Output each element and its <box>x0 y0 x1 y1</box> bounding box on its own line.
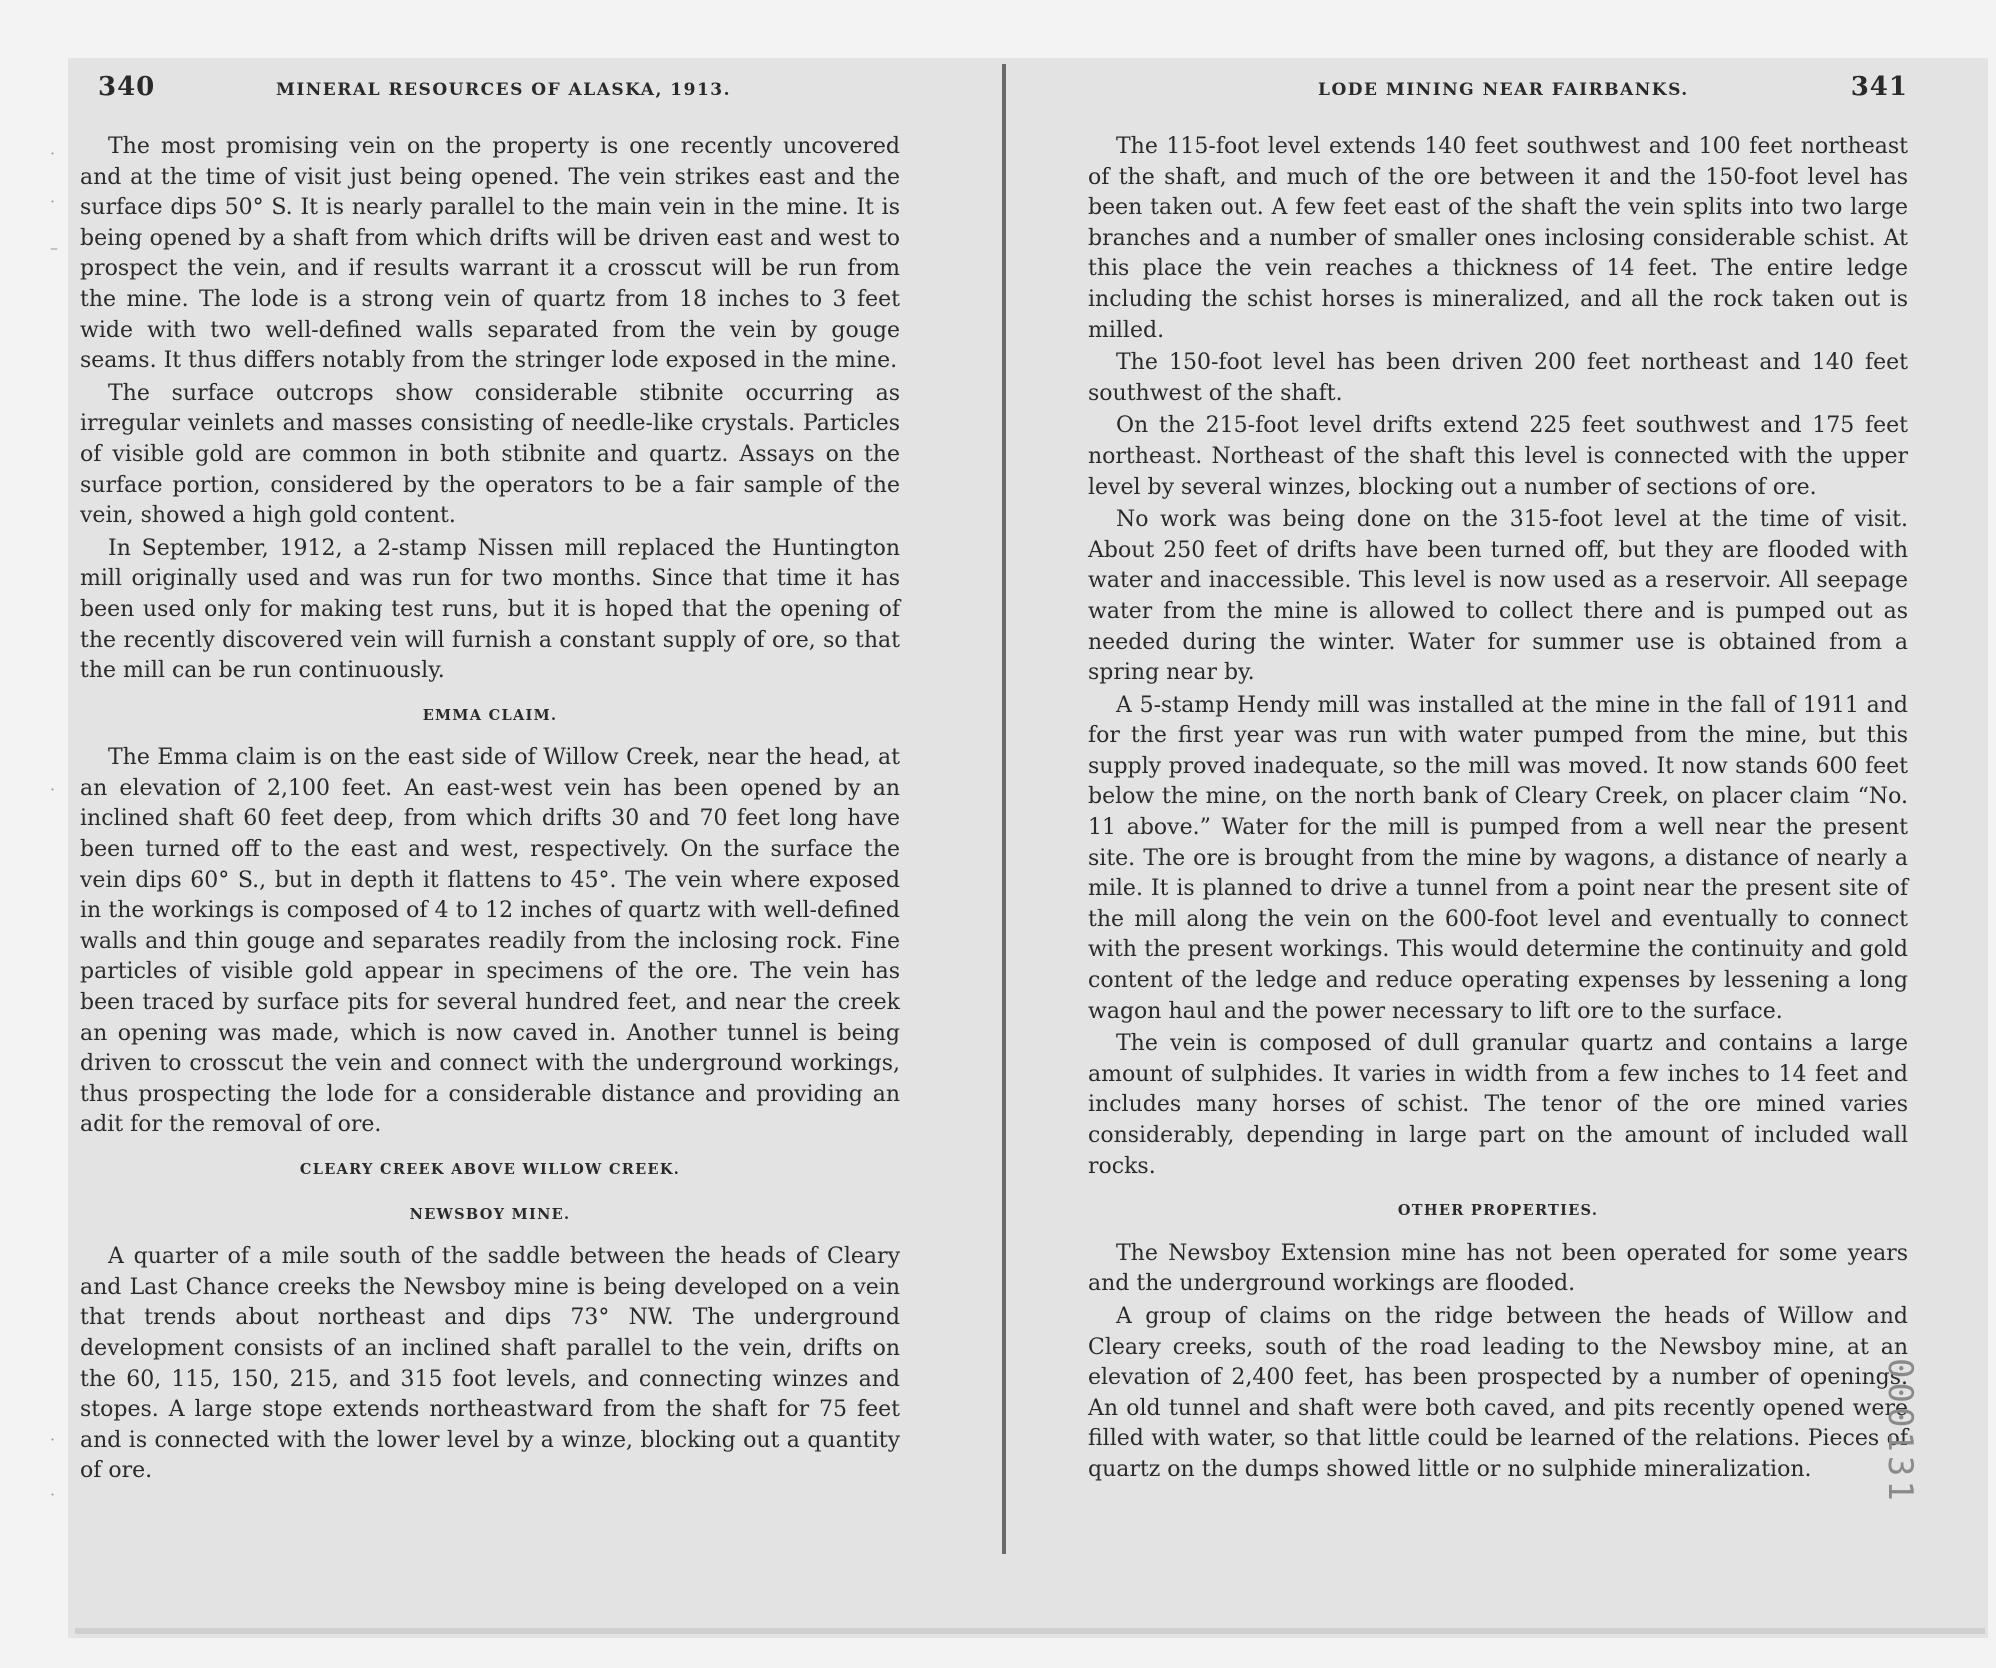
running-head <box>80 72 900 112</box>
margin-stamp: 000131 <box>1880 1358 1920 1505</box>
margin-speck: · <box>50 192 56 211</box>
paragraph: In September, 1912, a 2-stamp Nissen mill replaced the Huntington mill originally used and was run for two months. Since that time it has been used only for making test runs, but it is hoped that the opening of the recently discovered vein will furnish a constant supply of ore, so that the mill can be run continuously. <box>80 535 900 684</box>
paragraph: A group of claims on the ridge between the heads of Willow and Cleary creeks, south of the road leading to the Newsboy mine, at an elevation of 2,400 feet, has been prospected by a number of openings. An old tunnel and shaft were both caved, and pits recently opened were filled with water, so that little could be learned of the relations. Pieces of quartz on the dumps showed little or no sulphide mineralization. <box>1088 1303 1908 1482</box>
paragraph: The surface outcrops show considerable stibnite occurring as irregular veinlets and masses consisting of needle-like crystals. Particles of visible gold are common in both stibnite and quartz. Assays on the surface portion, considered by the operators to be a fair sample of the vein, showed a high gold content. <box>80 380 900 529</box>
margin-speck: · <box>50 144 56 163</box>
section-heading: NEWSBOY MINE. <box>409 1205 571 1223</box>
paragraph: The most promising vein on the property is one recently uncovered and at the time of visit just being opened. The vein strikes east and the surface dips 50° S. It is nearly parallel to the main vein in the mine. It is being opened by a shaft from which drifts will be driven east and west to prospect the vein, and if results warrant it a crosscut will be run from the mine. The lode is a strong vein of quartz from 18 inches to 3 feet wide with two well-defined walls separated from the vein by gouge seams. It thus differs notably from the stringer lode exposed in the mine. <box>80 134 900 374</box>
page-number: 340 <box>98 72 156 102</box>
margin-speck: · <box>50 780 56 799</box>
paragraph: A quarter of a mile south of the saddle between the heads of Cleary and Last Chance creeks the Newsboy mine is being developed on a vein that trends about northeast and dips 73° NW. The underground development consists of an inclined shaft parallel to the vein, drifts on the 60, 115, 150, 215, and 315 foot levels, and connecting winzes and stopes. A large stope extends northeastward from the shaft for 75 feet and is connected with the lower level by a winze, blocking out a quantity of ore. <box>80 1244 900 1484</box>
running-head <box>1088 72 1908 112</box>
page-body <box>80 132 900 1489</box>
margin-speck: – <box>50 238 58 257</box>
section-heading: OTHER PROPERTIES. <box>1397 1202 1599 1220</box>
page-body <box>1088 132 1908 1488</box>
paragraph: The 115-foot level extends 140 feet southwest and 100 feet northeast of the shaft, and much of the ore between it and the 150-foot level has been taken out. A few feet east of the shaft the vein splits into two large branches and a number of smaller ones inclosing considerable schist. At this place the vein reaches a thickness of 14 feet. The entire ledge including the schist horses is mineralized, and all the rock taken out is milled. <box>1088 134 1908 343</box>
paper-edge <box>75 1628 1985 1634</box>
section-heading: EMMA CLAIM. <box>422 706 558 724</box>
paragraph: The vein is composed of dull granular quartz and contains a large amount of sulphides. It varies in width from a few inches to 14 feet and includes many horses of schist. The tenor of the ore mined varies considerably, depending in large part on the amount of included wall rocks. <box>1088 1031 1908 1179</box>
margin-artifacts <box>50 130 80 1530</box>
paragraph: The 150-foot level has been driven 200 feet northeast and 140 feet southwest of the shaft. <box>1088 350 1908 406</box>
running-title: LODE MINING NEAR FAIRBANKS. <box>1318 80 1689 100</box>
paragraph: The Newsboy Extension mine has not been operated for some years and the underground workings are flooded. <box>1088 1240 1908 1297</box>
section-heading: CLEARY CREEK ABOVE WILLOW CREEK. <box>299 1161 681 1178</box>
margin-speck: · <box>50 1430 56 1449</box>
running-title: MINERAL RESOURCES OF ALASKA, 1913. <box>276 80 732 100</box>
page-number: 341 <box>1850 72 1908 102</box>
margin-speck: · <box>50 1485 56 1504</box>
paragraph: The Emma claim is on the east side of Willow Creek, near the head, at an elevation of 2,100 feet. An east-west vein has been opened by an inclined shaft 60 feet deep, from which drifts 30 and 70 feet long have been turned off to the east and west, respectively. On the surface the vein dips 60° S., but in depth it flattens to 45°. The vein where exposed in the workings is composed of 4 to 12 inches of quartz with well-defined walls and thin gouge and separates readily from the inclosing rock. Fine particles of visible gold appear in specimens of the ore. The vein has been traced by surface pits for several hundred feet, and near the creek an opening was made, which is now caved in. Another tunnel is being driven to crosscut the vein and connect with the underground workings, thus prospecting the lode for a considerable distance and providing an adit for the removal of ore. <box>80 745 900 1138</box>
page-gutter-divider <box>1002 64 1006 1554</box>
paragraph: A 5-stamp Hendy mill was installed at the mine in the fall of 1911 and for the first year was run with water pumped from the mine, but this supply proved inadequate, so the mill was moved. It now stands 600 feet below the mine, on the north bank of Cleary Creek, on placer claim “No. 11 above.” Water for the mill is pumped from a well near the present site. The ore is brought from the mine by wagons, a distance of nearly a mile. It is planned to drive a tunnel from a point near the present site of the mill along the vein on the 600-foot level and eventually to connect with the present workings. This would determine the continuity and gold content of the ledge and reduce operating expenses by lessening a long wagon haul and the power necessary to lift ore to the surface. <box>1088 692 1908 1024</box>
paragraph: On the 215-foot level drifts extend 225 feet southwest and 175 feet northeast. Northeast of the shaft this level is connected with the upper level by several winzes, blocking out a number of sections of ore. <box>1088 413 1908 500</box>
paragraph: No work was being done on the 315-foot level at the time of visit. About 250 feet of drifts have been turned off, but they are flooded with water and inaccessible. This level is now used as a reservoir. All seepage water from the mine is allowed to collect there and is pumped out as needed during the winter. Water for summer use is obtained from a spring near by. <box>1088 507 1908 686</box>
